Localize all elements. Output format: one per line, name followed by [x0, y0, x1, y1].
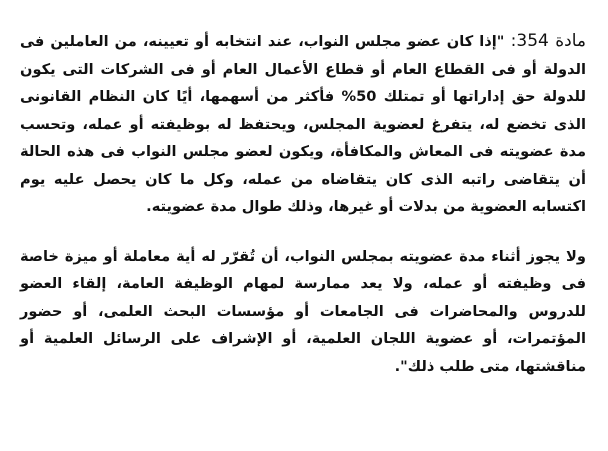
- article-paragraph-2: ولا يجوز أثناء مدة عضويته بمجلس النواب، أن تُقرّر له أية معاملة أو ميزة خاصة فى وظيفته أو عمله، ولا يعد ممارسة لمهام الوظيفة العامة، إلقاء العضو للدروس والمحاضرات فى الجامعات أو مؤسسات البحث العلمى، أو حضور المؤتمرات، أو عضوية اللجان العلمية، أو الإشراف على الرسائل العلمية أو مناقشتها، متى طلب ذلك".: [20, 247, 586, 375]
- article-paragraph-1: [20, 28, 586, 221]
- article-separator: :: [504, 31, 517, 51]
- article-paragraph-1-body: "إذا كان عضو مجلس النواب، عند انتخابه أو تعيينه، من العاملين فى الدولة أو فى القطاع العام أو قطاع الأعمال العام أو فى الشركات التى يكون للدولة حق إداراتها أو تمتلك 50% فأكثر من أسهمها، أيًا كان النظام القانونى الذى تخضع له، يتفرغ لعضوية المجلس، ويحتفظ له بوظيفته أو عمله، وتحسب مدة عضويته فى المعاش والمكافأة، ويكون لعضو مجلس النواب فى هذه الحالة أن يتقاضى راتبه الذى كان يتقاضاه من عمله، وكل ما كان يحصل عليه يوم اكتسابه العضوية من بدلات أو غيرها، وذلك طوال مدة عضويته.: [20, 33, 586, 215]
- article-label: مادة 354: [516, 31, 586, 51]
